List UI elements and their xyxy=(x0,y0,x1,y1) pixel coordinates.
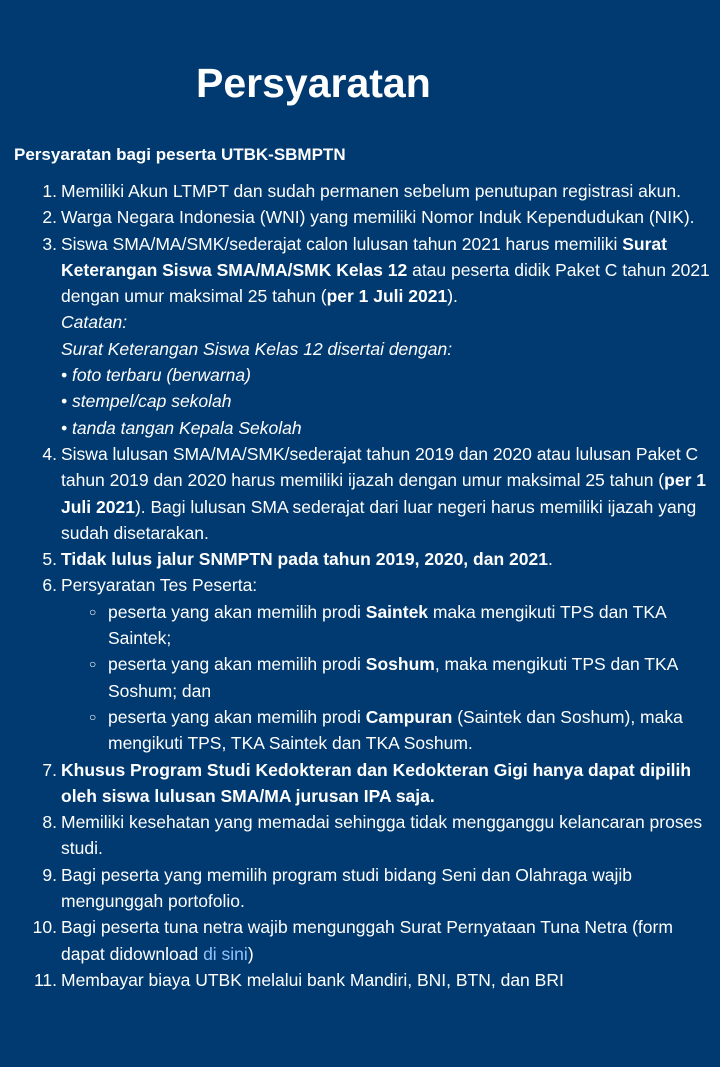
sub-list-item xyxy=(61,599,714,652)
item-number: 6. xyxy=(42,575,57,596)
sub-item-text: maka mengikuti TPS dan TKA Saintek; xyxy=(108,601,666,649)
item-text: Warga Negara Indonesia (WNI) yang memiliki Nomor Induk Kependudukan (NIK). xyxy=(61,207,695,228)
item-text: ) xyxy=(247,943,254,964)
item-bold-date: per 1 Juli 2021 xyxy=(61,470,706,517)
item-number: 7. xyxy=(42,759,57,780)
item-text: ). xyxy=(447,286,458,307)
note-label: Catatan: xyxy=(61,312,128,333)
item-text: Membayar biaya UTBK melalui bank Mandiri, BNI, BTN, dan BRI xyxy=(61,969,564,990)
list-item xyxy=(0,914,714,967)
sub-list-item xyxy=(61,704,714,757)
list-item xyxy=(0,178,714,204)
list-item xyxy=(0,546,714,572)
sub-item-text: (Saintek dan Soshum), maka mengikuti TPS, TKA Saintek dan TKA Soshum. xyxy=(108,706,683,754)
section-subtitle: Persyaratan bagi peserta UTBK-SBMPTN xyxy=(14,145,346,164)
note-point: • foto terbaru (berwarna) xyxy=(61,365,251,386)
item-number: 10. xyxy=(32,917,57,938)
sub-item-text: peserta yang akan memilih prodi xyxy=(108,601,366,622)
item-text: ). Bagi lulusan SMA sederajat dari luar negeri harus memiliki ijazah yang sudah disetarakan. xyxy=(61,496,697,543)
item-number: 5. xyxy=(42,549,57,570)
item-text: . xyxy=(547,549,553,570)
item-text: Memiliki kesehatan yang memadai sehingga tidak mengganggu kelancaran proses studi. xyxy=(61,812,703,859)
item-number: 4. xyxy=(42,443,57,464)
sub-list xyxy=(61,599,714,757)
item-text: Bagi peserta tuna netra wajib mengunggah Surat Pernyataan Tuna Netra (form dapat didownload xyxy=(61,917,673,964)
item-bold-date: per 1 Juli 2021 xyxy=(326,286,448,307)
list-item xyxy=(0,862,714,915)
circle-bullet-icon: ○ xyxy=(89,709,97,724)
item-number: 9. xyxy=(42,864,57,885)
item-bold-text: Khusus Program Studi Kedokteran dan Kedokteran Gigi hanya dapat dipilih oleh siswa lulusan SMA/MA jurusan IPA saja. xyxy=(61,759,692,806)
item-text: Siswa lulusan SMA/MA/SMK/sederajat tahun 2019 dan 2020 atau lulusan Paket C tahun 2019 dan 2020 harus memiliki ijazah dengan umur maksimal 25 tahun ( xyxy=(61,443,699,491)
page-title: Persyaratan xyxy=(196,60,431,106)
item-text: Persyaratan Tes Peserta: xyxy=(61,575,258,596)
requirements-list xyxy=(0,178,714,993)
item-number: 1. xyxy=(42,181,57,201)
list-item xyxy=(0,204,714,230)
note-point: • stempel/cap sekolah xyxy=(61,391,232,412)
sub-item-text: , maka mengikuti TPS dan TKA Soshum; dan xyxy=(108,654,678,701)
item-text: atau peserta didik Paket C tahun 2021 dengan umur maksimal 25 tahun ( xyxy=(61,259,710,307)
sub-item-bold-text: Saintek xyxy=(365,601,429,622)
item-number: 2. xyxy=(42,207,57,228)
list-item xyxy=(0,441,714,546)
item-bold-text: Surat Keterangan Siswa SMA/MA/SMK Kelas 12 xyxy=(61,233,667,280)
item-number: 8. xyxy=(42,812,57,833)
sub-item-bold-text: Campuran xyxy=(365,706,453,727)
list-item xyxy=(0,572,714,756)
note-point: • tanda tangan Kepala Sekolah xyxy=(61,417,302,438)
item-text: Memiliki Akun LTMPT dan sudah permanen sebelum penutupan registrasi akun. xyxy=(61,181,681,201)
item-text: Siswa SMA/MA/SMK/sederajat calon lulusan tahun 2021 harus memiliki xyxy=(61,233,623,254)
sub-item-bold-text: Soshum xyxy=(365,654,435,675)
circle-bullet-icon: ○ xyxy=(89,604,97,619)
item-text: Bagi peserta yang memilih program studi bidang Seni dan Olahraga wajib mengunggah portofolio. xyxy=(61,864,633,912)
sub-list-item xyxy=(61,651,714,704)
sub-item-text: peserta yang akan memilih prodi xyxy=(108,706,366,727)
item-bold-text: Tidak lulus jalur SNMPTN pada tahun 2019, 2020, dan 2021 xyxy=(61,549,548,570)
download-link[interactable]: di sini xyxy=(203,943,248,964)
note-intro: Surat Keterangan Siswa Kelas 12 disertai dengan: xyxy=(61,338,453,359)
sub-item-text: peserta yang akan memilih prodi xyxy=(108,654,366,675)
list-item xyxy=(0,809,714,862)
item-number: 3. xyxy=(42,233,57,254)
list-item xyxy=(0,967,714,993)
list-item xyxy=(0,757,714,810)
item-number: 11. xyxy=(33,969,57,990)
list-item xyxy=(0,231,714,441)
circle-bullet-icon: ○ xyxy=(89,657,97,672)
